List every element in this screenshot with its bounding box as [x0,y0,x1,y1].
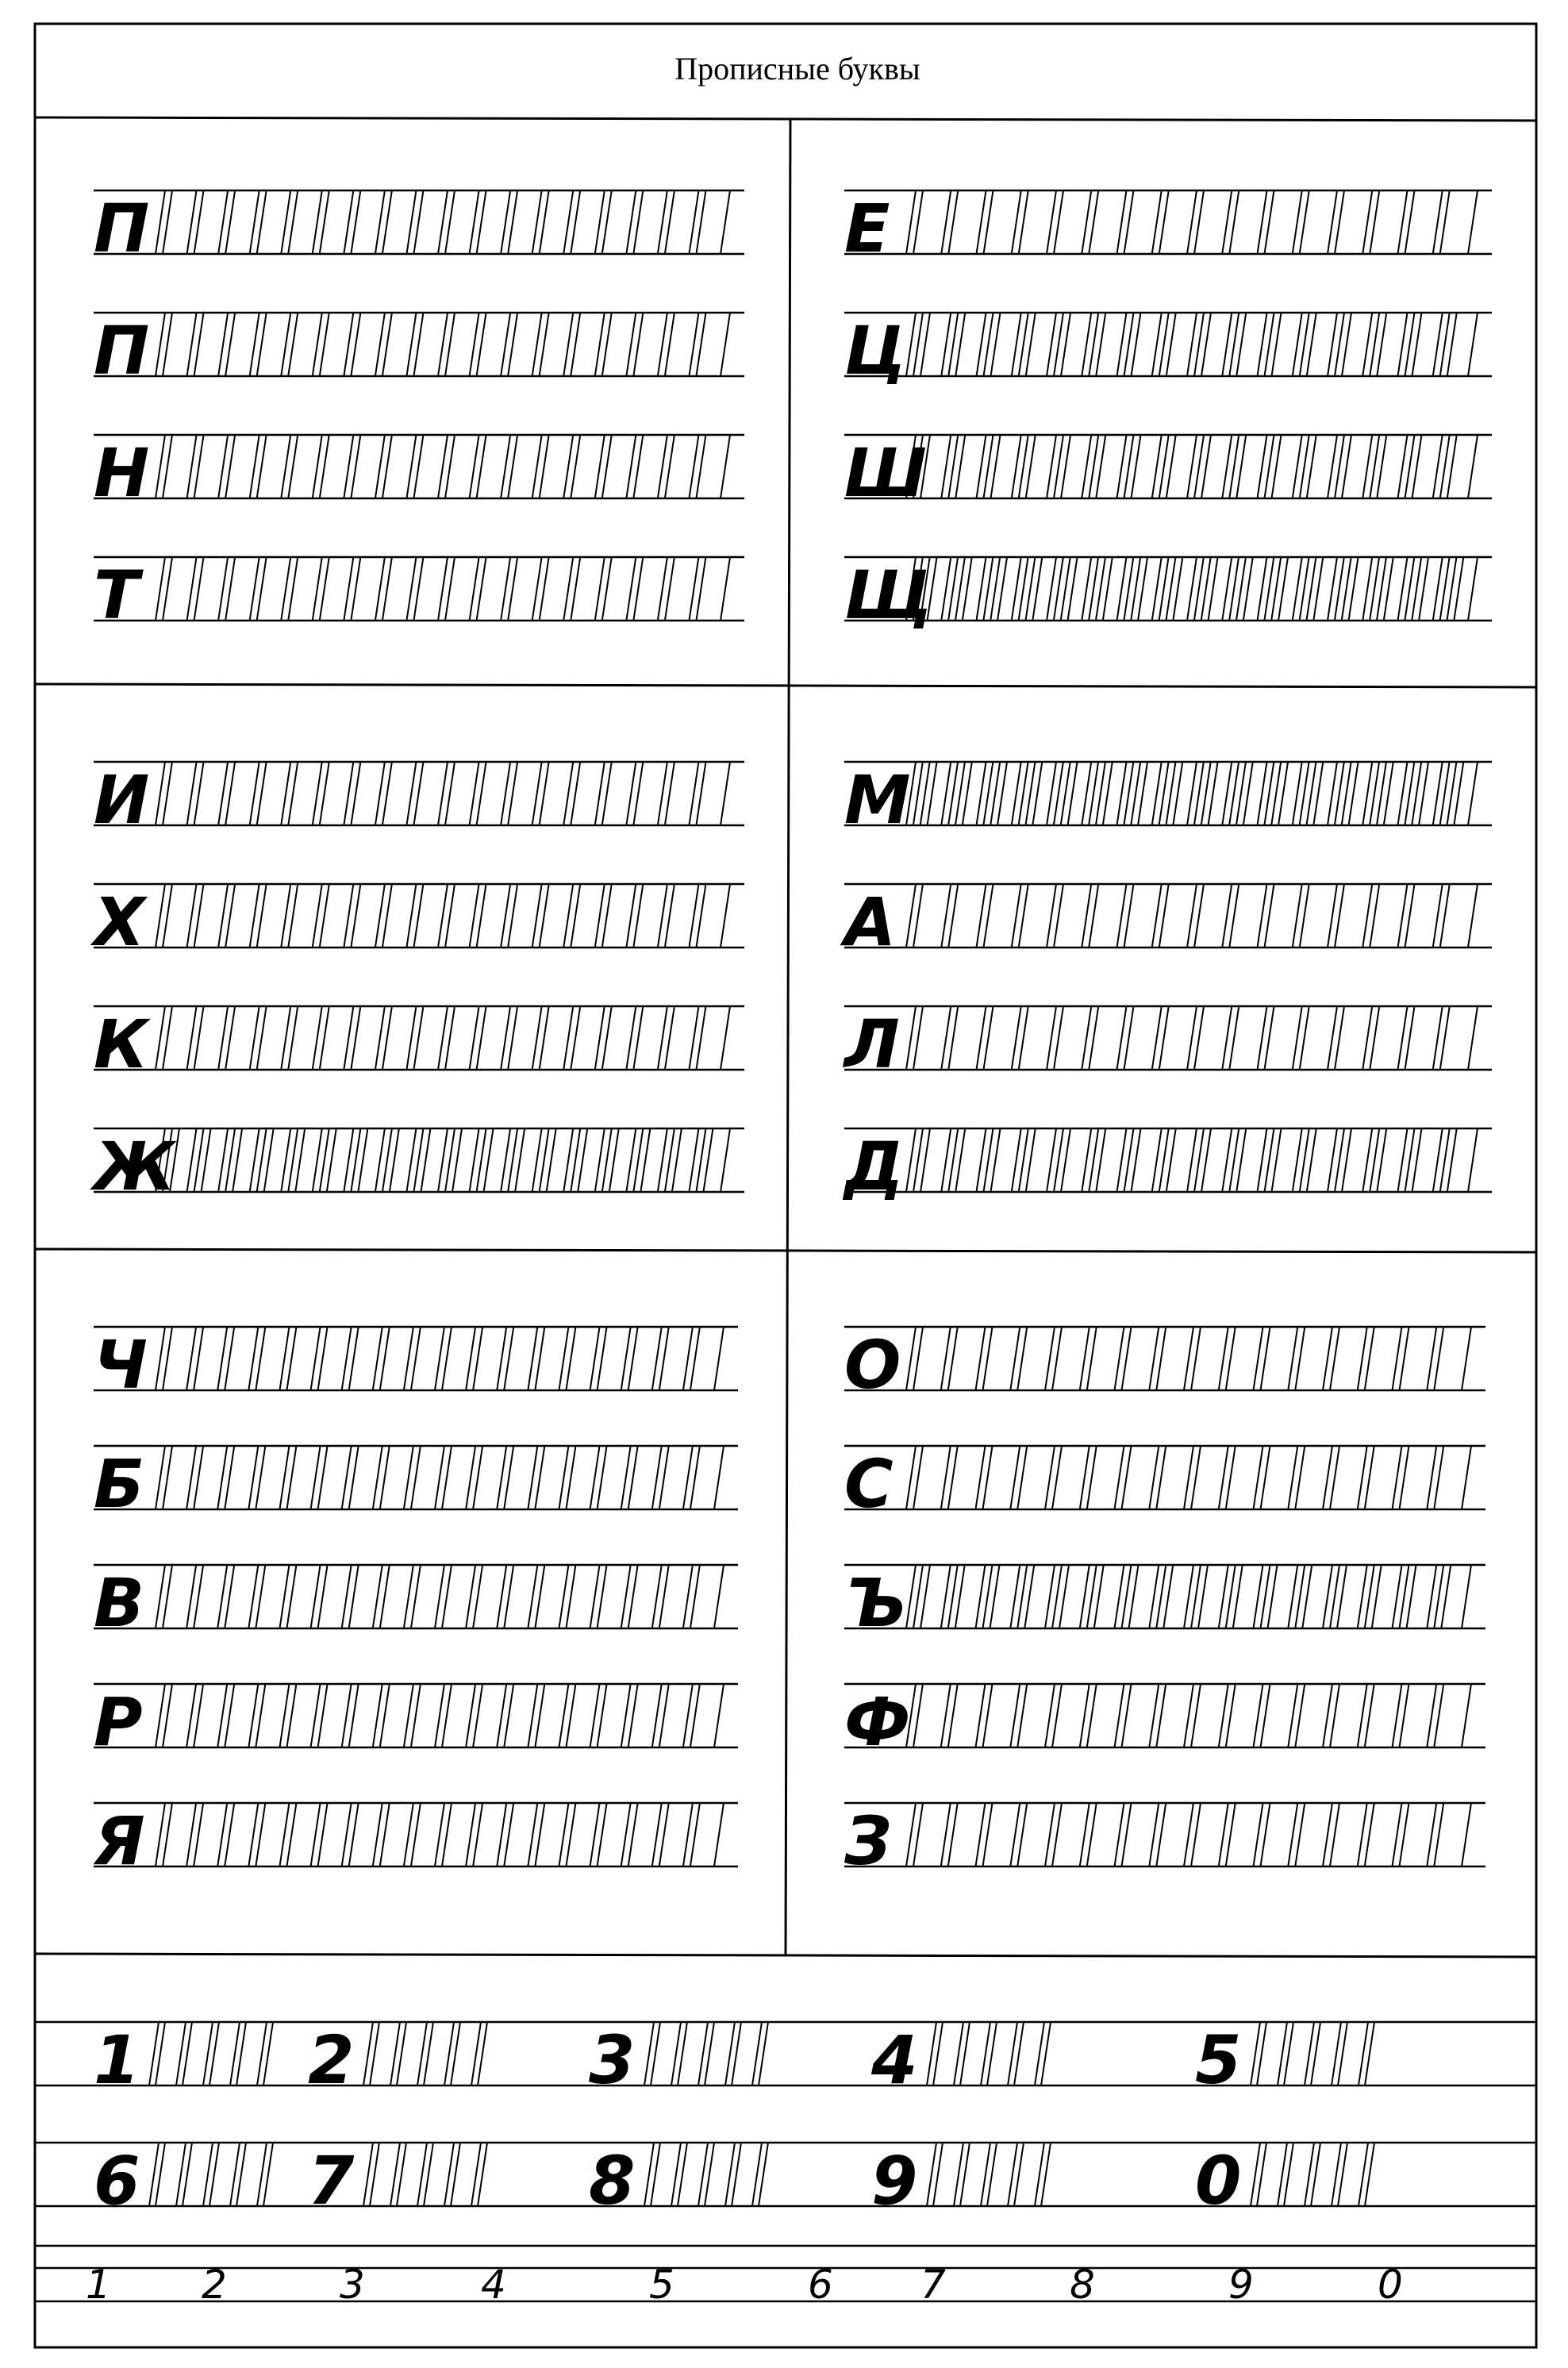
sample-letter: Ф [844,1683,911,1761]
sample-letter: С [844,1445,894,1523]
slant-guide-line [714,1684,724,1747]
slant-guide-line [1462,1684,1471,1747]
letter-block-3 [90,761,744,1205]
slant-guide-line [721,884,730,948]
sample-digit: 3 [589,2021,636,2099]
sample-digit: 8 [589,2142,636,2220]
sample-letter: П [94,190,150,267]
letter-block-1 [94,190,744,634]
page-title: Прописные буквы [674,51,920,86]
small-digit: 0 [1378,2262,1403,2308]
practice-row [844,1326,1485,1404]
small-digit: 1 [86,2262,111,2308]
letter-block-4 [840,761,1492,1205]
slant-guide-line [721,1128,730,1192]
sample-letter: К [94,1005,148,1083]
sample-letter: В [94,1564,145,1642]
sample-letter: Л [844,1005,900,1083]
sample-digit: 0 [1195,2142,1242,2220]
sample-letter: П [94,312,150,390]
practice-row [844,1683,1485,1761]
sample-digit: 1 [94,2021,140,2099]
practice-row [844,761,1492,839]
digit-row-1 [35,2021,1536,2099]
sample-letter: И [94,761,150,839]
practice-row [844,434,1492,512]
slant-guide-line [1468,313,1478,376]
slant-guide-line [1462,1446,1471,1509]
slant-guide-line [714,1327,724,1390]
sample-letter: Б [94,1445,145,1523]
digit-row-2 [35,2142,1536,2220]
letter-block-6 [844,1326,1485,1880]
sample-digit: 7 [308,2142,355,2220]
slant-guide-line [721,557,730,621]
sample-letter: Ж [94,1128,175,1205]
slant-guide-line [1462,1327,1471,1390]
practice-row [94,190,744,267]
sample-letter: З [844,1802,892,1880]
worksheet-frame [35,24,1536,2347]
practice-row [94,434,744,512]
slant-guide-line [1468,884,1478,948]
small-digit: 5 [649,2262,674,2308]
digit-practice-section [35,2021,1536,2308]
small-digit: 7 [920,2262,946,2308]
sample-letter: Н [94,434,150,512]
sample-letter: Д [844,1128,904,1205]
small-digit: 2 [202,2262,227,2308]
slant-guide-line [721,1006,730,1070]
slant-guide-line [714,1565,724,1628]
slant-guide-line [1468,1128,1478,1192]
sample-digit: 2 [308,2021,355,2099]
practice-row [94,761,744,839]
slant-guide-line [714,1803,724,1866]
slant-guide-line [1468,557,1478,621]
sample-letter: Х [94,883,145,961]
slant-guide-line [721,190,730,254]
small-digit: 6 [808,2262,833,2308]
sample-letter: М [844,761,911,839]
practice-row [844,190,1492,267]
slant-guide-line [1468,190,1478,254]
slant-guide-line [721,435,730,498]
practice-row [94,1326,738,1404]
slant-guide-line [721,313,730,376]
practice-row [94,312,744,390]
slant-guide-line [1468,435,1478,498]
practice-row [844,312,1492,390]
sample-digit: 9 [871,2142,918,2220]
practice-row [93,1802,738,1880]
practice-row [840,883,1492,961]
practice-row [844,1445,1485,1523]
sample-letter: Ъ [844,1564,907,1642]
small-digit: 4 [481,2262,506,2308]
small-digit: 9 [1228,2262,1254,2308]
sample-digit: 5 [1195,2021,1242,2099]
slant-guide-line [1462,1565,1471,1628]
practice-row [94,1445,738,1523]
practice-row [844,1564,1485,1642]
sample-letter: Ц [844,312,906,390]
sample-letter: Р [94,1683,143,1761]
slant-guide-line [714,1446,724,1509]
small-digit-row [35,2246,1536,2308]
sample-letter: О [844,1326,901,1404]
letter-block-5 [93,1326,738,1880]
sample-letter: Я [94,1802,145,1880]
slant-guide-line [721,762,730,825]
sample-digit: 6 [94,2142,140,2220]
sample-letter: Ш [844,434,927,512]
practice-row [90,883,744,961]
practice-row [94,1683,738,1761]
slant-guide-line [1468,762,1478,825]
practice-row [842,1005,1492,1083]
letter-practice-grids [90,190,1492,1880]
sample-digit: 4 [871,2021,918,2099]
sample-letter: Т [94,556,140,634]
sample-letter: А [844,883,897,961]
sample-letter: Ч [94,1326,148,1404]
sample-letter: Е [844,190,890,267]
practice-row [90,1128,744,1205]
practice-row [842,1128,1492,1205]
practice-row [94,556,744,634]
sample-letter: Щ [844,556,933,634]
practice-row [94,1005,744,1083]
small-digit: 3 [340,2262,365,2308]
slant-guide-line [1462,1803,1471,1866]
small-digit: 8 [1070,2262,1095,2308]
slant-guide-line [1468,1006,1478,1070]
practice-row [844,1802,1485,1880]
practice-row [94,1564,738,1642]
practice-row [844,556,1492,634]
letter-block-2 [844,190,1492,634]
